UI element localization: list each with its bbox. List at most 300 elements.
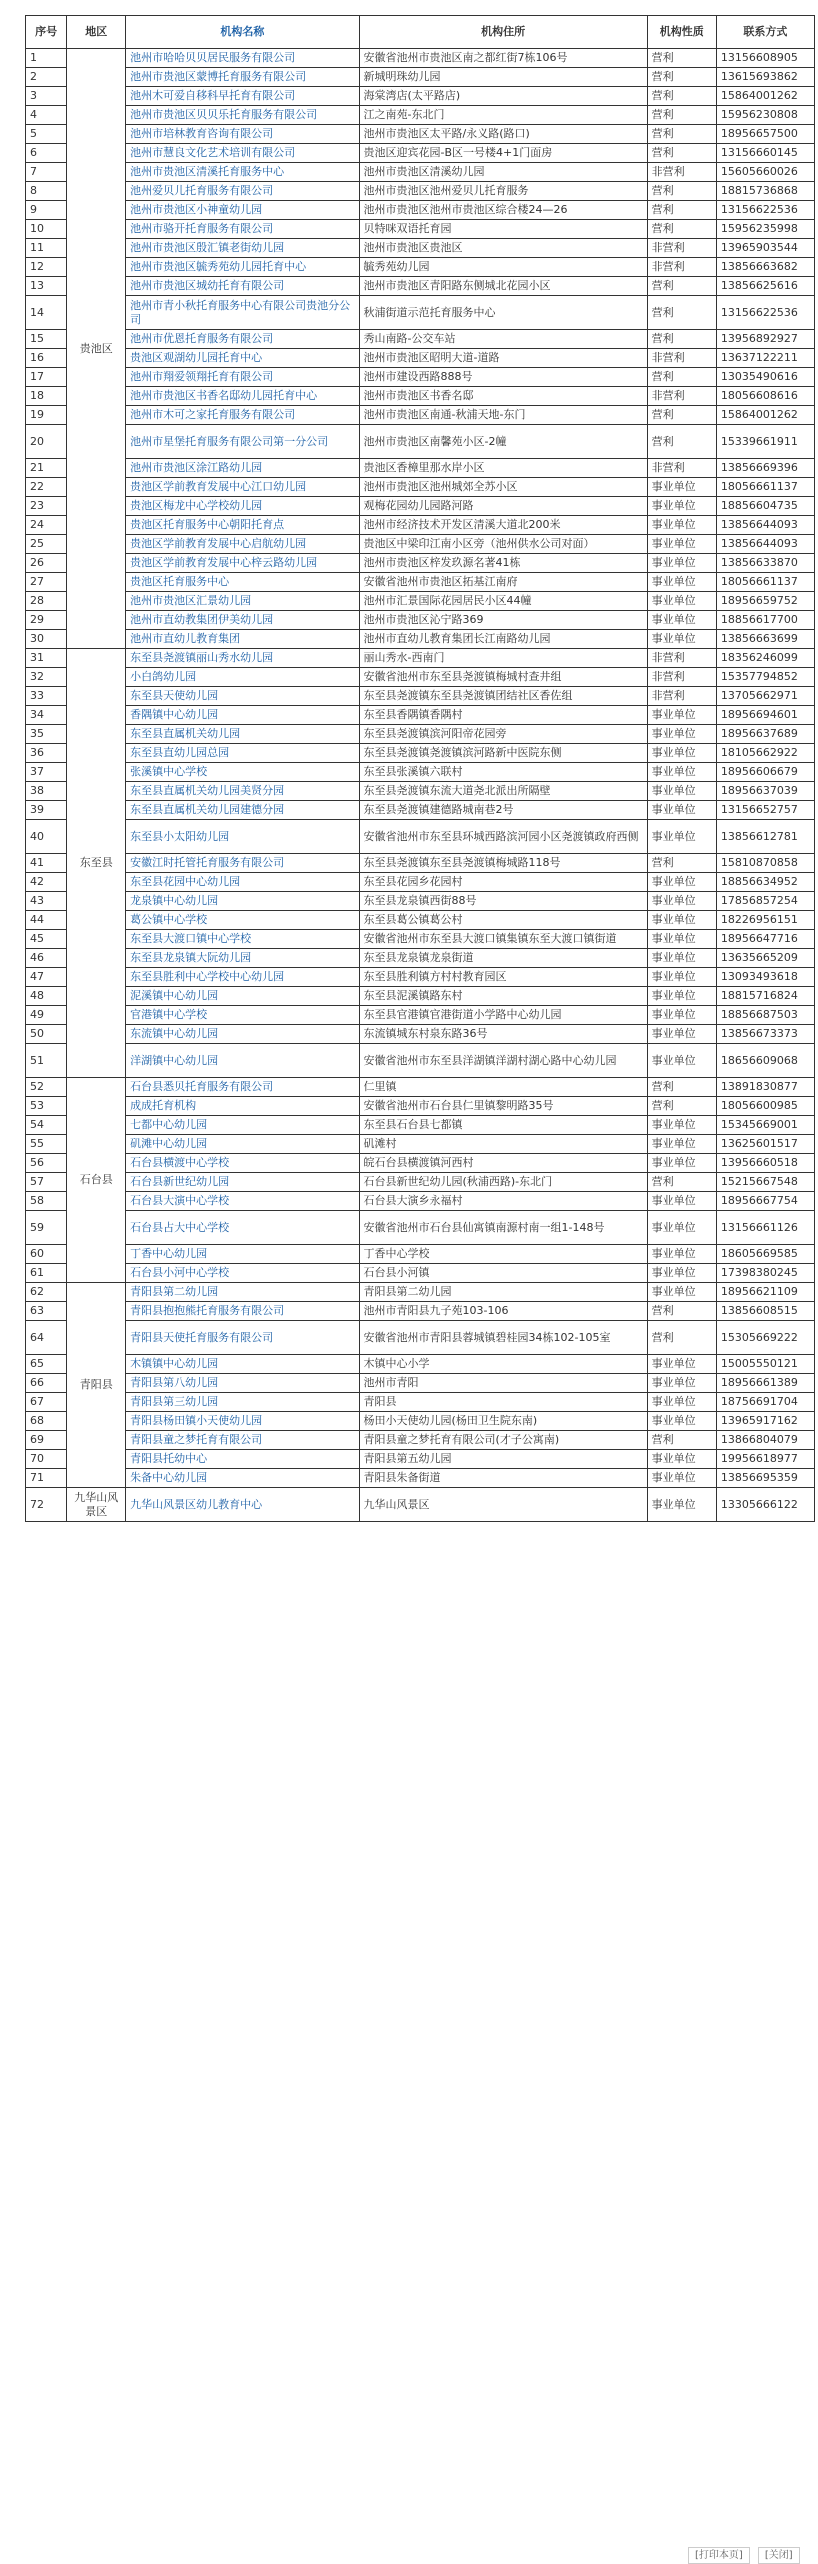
table-row [26, 1078, 815, 1097]
cell-address: 仁里镇 [359, 1078, 647, 1097]
cell-type: 事业单位 [647, 1192, 716, 1211]
cell-address: 东至县龙泉镇龙泉街道 [359, 949, 647, 968]
cell-address: 池州市贵池区池州爱贝儿托育服务 [359, 182, 647, 201]
cell-tel: 13866804079 [716, 1431, 814, 1450]
cell-address: 皖石台县横渡镇河西村 [359, 1154, 647, 1173]
cell-tel: 18056661137 [716, 478, 814, 497]
table-row [26, 573, 815, 592]
cell-type: 事业单位 [647, 873, 716, 892]
cell-address: 池州市贵池区梓发玖源名著41栋 [359, 554, 647, 573]
table-row [26, 1264, 815, 1283]
cell-tel: 13856663699 [716, 630, 814, 649]
cell-address: 池州市贵池区南馨苑小区-2幢 [359, 425, 647, 459]
cell-area: 东至县 [67, 649, 126, 1078]
cell-type: 事业单位 [647, 497, 716, 516]
cell-address: 东至县花园乡花园村 [359, 873, 647, 892]
cell-name: 池州爱贝儿托育服务有限公司 [126, 182, 359, 201]
cell-type: 营利 [647, 1321, 716, 1355]
cell-no: 65 [26, 1355, 67, 1374]
cell-area: 九华山风景区 [67, 1488, 126, 1522]
table-row [26, 239, 815, 258]
cell-tel: 13035490616 [716, 368, 814, 387]
cell-name: 青阳县抱抱熊托育服务有限公司 [126, 1302, 359, 1321]
cell-no: 69 [26, 1431, 67, 1450]
cell-type: 事业单位 [647, 573, 716, 592]
cell-no: 72 [26, 1488, 67, 1522]
cell-area: 贵池区 [67, 49, 126, 649]
header-area: 地区 [67, 16, 126, 49]
cell-no: 17 [26, 368, 67, 387]
table-row [26, 387, 815, 406]
cell-name: 池州市骆开托育服务有限公司 [126, 220, 359, 239]
cell-type: 事业单位 [647, 1116, 716, 1135]
cell-name: 池州市木可之家托育服务有限公司 [126, 406, 359, 425]
cell-tel: 18956621109 [716, 1283, 814, 1302]
cell-name: 龙泉镇中心幼儿园 [126, 892, 359, 911]
cell-address: 池州市青阳 [359, 1374, 647, 1393]
cell-no: 34 [26, 706, 67, 725]
cell-type: 事业单位 [647, 930, 716, 949]
table-row [26, 497, 815, 516]
cell-name: 池州市星堡托育服务有限公司第一分公司 [126, 425, 359, 459]
header-tel: 联系方式 [716, 16, 814, 49]
cell-address: 东至县泥溪镇路东村 [359, 987, 647, 1006]
cell-name: 石台县悉贝托育服务有限公司 [126, 1078, 359, 1097]
cell-address: 安徽省池州市贵池区南之都红街7栋106号 [359, 49, 647, 68]
cell-tel: 18815716824 [716, 987, 814, 1006]
table-row [26, 968, 815, 987]
table-row [26, 1192, 815, 1211]
table-row [26, 725, 815, 744]
cell-no: 15 [26, 330, 67, 349]
cell-tel: 13637122211 [716, 349, 814, 368]
cell-no: 35 [26, 725, 67, 744]
table-row [26, 1302, 815, 1321]
cell-type: 事业单位 [647, 1393, 716, 1412]
cell-no: 2 [26, 68, 67, 87]
cell-address: 安徽省池州市青阳县蓉城镇碧桂园34栋102-105室 [359, 1321, 647, 1355]
cell-address: 池州市贵池区贵池区 [359, 239, 647, 258]
cell-name: 东流镇中心幼儿园 [126, 1025, 359, 1044]
cell-name: 矶滩中心幼儿园 [126, 1135, 359, 1154]
cell-no: 19 [26, 406, 67, 425]
table-row [26, 144, 815, 163]
cell-type: 事业单位 [647, 1044, 716, 1078]
cell-tel: 13856644093 [716, 516, 814, 535]
cell-name: 东至县小太阳幼儿园 [126, 820, 359, 854]
cell-type: 营利 [647, 277, 716, 296]
cell-address: 池州市贵池区昭明大道-道路 [359, 349, 647, 368]
cell-no: 59 [26, 1211, 67, 1245]
table-row [26, 1355, 815, 1374]
cell-tel: 18605669585 [716, 1245, 814, 1264]
cell-tel: 19956618977 [716, 1450, 814, 1469]
cell-type: 营利 [647, 854, 716, 873]
cell-type: 事业单位 [647, 592, 716, 611]
cell-tel: 18656609068 [716, 1044, 814, 1078]
cell-address: 安徽省池州市东至县大渡口镇集镇东至大渡口镇街道 [359, 930, 647, 949]
cell-address: 东至县官港镇官港街道小学路中心幼儿园 [359, 1006, 647, 1025]
cell-type: 营利 [647, 106, 716, 125]
cell-type: 营利 [647, 182, 716, 201]
cell-address: 青阳县第五幼儿园 [359, 1450, 647, 1469]
cell-name: 东至县直属机关幼儿园美贤分园 [126, 782, 359, 801]
cell-address: 东至县葛公镇葛公村 [359, 911, 647, 930]
cell-tel: 13156661126 [716, 1211, 814, 1245]
cell-name: 石台县横渡中心学校 [126, 1154, 359, 1173]
table-row [26, 1374, 815, 1393]
cell-type: 营利 [647, 68, 716, 87]
table-row [26, 1116, 815, 1135]
table-row [26, 368, 815, 387]
cell-tel: 15956230808 [716, 106, 814, 125]
cell-name: 池州市直幼教集团伊美幼儿园 [126, 611, 359, 630]
table-row [26, 763, 815, 782]
cell-no: 52 [26, 1078, 67, 1097]
cell-address: 安徽省池州市东至县洋湖镇洋湖村湖心路中心幼儿园 [359, 1044, 647, 1078]
table-row [26, 459, 815, 478]
cell-address: 秋浦街道示范托育服务中心 [359, 296, 647, 330]
table-row [26, 87, 815, 106]
cell-tel: 18956637039 [716, 782, 814, 801]
cell-no: 20 [26, 425, 67, 459]
cell-type: 事业单位 [647, 1245, 716, 1264]
cell-name: 九华山风景区幼儿教育中心 [126, 1488, 359, 1522]
cell-name: 东至县花园中心幼儿园 [126, 873, 359, 892]
cell-name: 池州市贵池区汇景幼儿园 [126, 592, 359, 611]
cell-tel: 18956661389 [716, 1374, 814, 1393]
cell-tel: 13856608515 [716, 1302, 814, 1321]
table-row [26, 649, 815, 668]
cell-no: 49 [26, 1006, 67, 1025]
cell-no: 8 [26, 182, 67, 201]
cell-name: 青阳县第八幼儿园 [126, 1374, 359, 1393]
table-row [26, 930, 815, 949]
cell-name: 张溪镇中心学校 [126, 763, 359, 782]
cell-address: 贝特咪双语托育园 [359, 220, 647, 239]
cell-tel: 13856673373 [716, 1025, 814, 1044]
table-row [26, 425, 815, 459]
cell-name: 贵池区学前教育发展中心江口幼儿园 [126, 478, 359, 497]
cell-tel: 13625601517 [716, 1135, 814, 1154]
cell-tel: 18815736868 [716, 182, 814, 201]
cell-type: 营利 [647, 368, 716, 387]
cell-area: 石台县 [67, 1078, 126, 1283]
cell-no: 25 [26, 535, 67, 554]
cell-address: 东至县尧渡镇尧渡镇滨河路新中医院东侧 [359, 744, 647, 763]
cell-type: 事业单位 [647, 725, 716, 744]
table-row [26, 106, 815, 125]
table-row [26, 1044, 815, 1078]
table-row [26, 668, 815, 687]
cell-tel: 15810870858 [716, 854, 814, 873]
cell-no: 51 [26, 1044, 67, 1078]
cell-no: 5 [26, 125, 67, 144]
cell-tel: 13635665209 [716, 949, 814, 968]
cell-tel: 18956667754 [716, 1192, 814, 1211]
cell-tel: 13965917162 [716, 1412, 814, 1431]
cell-address: 东至县香隅镇香隅村 [359, 706, 647, 725]
table-row [26, 987, 815, 1006]
cell-address: 安徽省池州市石台县仙寓镇南源村南一组1-148号 [359, 1211, 647, 1245]
cell-type: 事业单位 [647, 1412, 716, 1431]
header-type: 机构性质 [647, 16, 716, 49]
cell-tel: 18956659752 [716, 592, 814, 611]
cell-type: 非营利 [647, 258, 716, 277]
cell-address: 池州市贵池区沁宁路369 [359, 611, 647, 630]
cell-name: 池州市直幼儿教育集团 [126, 630, 359, 649]
table-row [26, 1450, 815, 1469]
cell-no: 62 [26, 1283, 67, 1302]
cell-address: 木镇中心小学 [359, 1355, 647, 1374]
cell-no: 54 [26, 1116, 67, 1135]
cell-address: 东至县尧渡镇建德路城南巷2号 [359, 801, 647, 820]
cell-no: 42 [26, 873, 67, 892]
cell-address: 东至县尧渡镇东流大道尧北派出所隔壁 [359, 782, 647, 801]
header-name: 机构名称 [126, 16, 359, 49]
cell-no: 63 [26, 1302, 67, 1321]
cell-no: 21 [26, 459, 67, 478]
cell-name: 青阳县童之梦托育有限公司 [126, 1431, 359, 1450]
cell-tel: 13856669396 [716, 459, 814, 478]
cell-no: 71 [26, 1469, 67, 1488]
cell-no: 39 [26, 801, 67, 820]
cell-tel: 13891830877 [716, 1078, 814, 1097]
cell-tel: 13615693862 [716, 68, 814, 87]
table-row [26, 516, 815, 535]
table-row [26, 1006, 815, 1025]
cell-name: 池州木可爱自移科早托育有限公司 [126, 87, 359, 106]
cell-address: 池州市经济技术开发区清溪大道北200米 [359, 516, 647, 535]
cell-name: 贵池区托育服务中心朝阳托育点 [126, 516, 359, 535]
cell-type: 事业单位 [647, 968, 716, 987]
cell-address: 东至县张溪镇六联村 [359, 763, 647, 782]
cell-tel: 18956637689 [716, 725, 814, 744]
cell-address: 池州市汇景国际花园居民小区44幢 [359, 592, 647, 611]
cell-tel: 18956657500 [716, 125, 814, 144]
cell-type: 营利 [647, 87, 716, 106]
cell-name: 丁香中心幼儿园 [126, 1245, 359, 1264]
table-row [26, 892, 815, 911]
cell-address: 池州市直幼儿教育集团长江南路幼儿园 [359, 630, 647, 649]
cell-type: 非营利 [647, 687, 716, 706]
cell-address: 东至县石台县七都镇 [359, 1116, 647, 1135]
cell-name: 贵池区托育服务中心 [126, 573, 359, 592]
institution-table-wrap [25, 15, 815, 1522]
table-row [26, 854, 815, 873]
cell-type: 事业单位 [647, 630, 716, 649]
cell-tel: 13965903544 [716, 239, 814, 258]
cell-type: 事业单位 [647, 1469, 716, 1488]
cell-address: 石台县小河镇 [359, 1264, 647, 1283]
cell-type: 营利 [647, 1173, 716, 1192]
cell-type: 事业单位 [647, 782, 716, 801]
table-row [26, 1393, 815, 1412]
cell-address: 东至县尧渡镇东至县尧渡镇团结社区香佐组 [359, 687, 647, 706]
cell-type: 非营利 [647, 668, 716, 687]
cell-address: 青阳县朱备街道 [359, 1469, 647, 1488]
cell-no: 11 [26, 239, 67, 258]
cell-type: 营利 [647, 1302, 716, 1321]
cell-name: 贵池区学前教育发展中心梓云路幼儿园 [126, 554, 359, 573]
cell-no: 27 [26, 573, 67, 592]
cell-tel: 13705662971 [716, 687, 814, 706]
cell-no: 60 [26, 1245, 67, 1264]
cell-address: 贵池区迎宾花园-B区一号楼4+1门面房 [359, 144, 647, 163]
cell-type: 事业单位 [647, 1488, 716, 1522]
cell-tel: 17398380245 [716, 1264, 814, 1283]
cell-no: 67 [26, 1393, 67, 1412]
cell-no: 22 [26, 478, 67, 497]
cell-address: 石台县新世纪幼儿园(秋浦西路)-东北门 [359, 1173, 647, 1192]
table-row [26, 1135, 815, 1154]
table-header-row [26, 16, 815, 49]
cell-name: 安徽江时托管托育服务有限公司 [126, 854, 359, 873]
cell-no: 48 [26, 987, 67, 1006]
cell-address: 贵池区香樟里那水岸小区 [359, 459, 647, 478]
table-row [26, 478, 815, 497]
cell-type: 营利 [647, 330, 716, 349]
cell-type: 营利 [647, 144, 716, 163]
cell-no: 44 [26, 911, 67, 930]
cell-tel: 13156622536 [716, 201, 814, 220]
table-body [26, 49, 815, 1522]
cell-address: 池州市贵池区青阳路东侧城北花园小区 [359, 277, 647, 296]
cell-address: 安徽省池州市东至县尧渡镇梅城村查井组 [359, 668, 647, 687]
cell-name: 洋湖镇中心幼儿园 [126, 1044, 359, 1078]
cell-tel: 15215667548 [716, 1173, 814, 1192]
print-page-link[interactable]: [打印本页] [688, 2547, 750, 2564]
cell-name: 东至县直属机关幼儿园建德分园 [126, 801, 359, 820]
close-page-link[interactable]: [关闭] [758, 2547, 800, 2564]
cell-no: 43 [26, 892, 67, 911]
cell-name: 池州市贵池区毓秀苑幼儿园托育中心 [126, 258, 359, 277]
table-row [26, 1283, 815, 1302]
cell-name: 池州市贵池区城幼托育有限公司 [126, 277, 359, 296]
table-row [26, 630, 815, 649]
table-row [26, 220, 815, 239]
cell-name: 香隅镇中心幼儿园 [126, 706, 359, 725]
cell-type: 事业单位 [647, 1355, 716, 1374]
cell-address: 丽山秀水-西南门 [359, 649, 647, 668]
cell-name: 青阳县杨田镇小天使幼儿园 [126, 1412, 359, 1431]
cell-no: 64 [26, 1321, 67, 1355]
cell-name: 七都中心幼儿园 [126, 1116, 359, 1135]
cell-name: 石台县大演中心学校 [126, 1192, 359, 1211]
cell-name: 池州市贵池区书香名邸幼儿园托育中心 [126, 387, 359, 406]
cell-type: 事业单位 [647, 1025, 716, 1044]
cell-address: 安徽省池州市石台县仁里镇黎明路35号 [359, 1097, 647, 1116]
cell-tel: 18856634952 [716, 873, 814, 892]
table-row [26, 687, 815, 706]
cell-type: 事业单位 [647, 1283, 716, 1302]
cell-tel: 13956660518 [716, 1154, 814, 1173]
cell-address: 东至县龙泉镇西街88号 [359, 892, 647, 911]
table-row [26, 611, 815, 630]
cell-type: 营利 [647, 125, 716, 144]
cell-name: 成成托育机构 [126, 1097, 359, 1116]
table-row [26, 820, 815, 854]
cell-no: 58 [26, 1192, 67, 1211]
cell-tel: 18056608616 [716, 387, 814, 406]
cell-no: 33 [26, 687, 67, 706]
cell-tel: 15005550121 [716, 1355, 814, 1374]
cell-no: 36 [26, 744, 67, 763]
cell-name: 东至县直幼儿园总园 [126, 744, 359, 763]
cell-type: 营利 [647, 296, 716, 330]
cell-name: 葛公镇中心学校 [126, 911, 359, 930]
table-row [26, 1469, 815, 1488]
cell-tel: 15605660026 [716, 163, 814, 182]
cell-no: 10 [26, 220, 67, 239]
cell-tel: 15339661911 [716, 425, 814, 459]
cell-type: 事业单位 [647, 1211, 716, 1245]
cell-tel: 13856663682 [716, 258, 814, 277]
cell-type: 营利 [647, 1078, 716, 1097]
cell-type: 事业单位 [647, 1264, 716, 1283]
cell-type: 事业单位 [647, 1006, 716, 1025]
cell-address: 池州市贵池区池州市贵池区综合楼24—26 [359, 201, 647, 220]
cell-tel: 13093493618 [716, 968, 814, 987]
cell-address: 池州市贵池区池州城郊全苏小区 [359, 478, 647, 497]
cell-no: 18 [26, 387, 67, 406]
cell-type: 事业单位 [647, 478, 716, 497]
cell-no: 26 [26, 554, 67, 573]
cell-name: 池州市翔爱领翔托育有限公司 [126, 368, 359, 387]
cell-no: 1 [26, 49, 67, 68]
cell-no: 68 [26, 1412, 67, 1431]
cell-no: 28 [26, 592, 67, 611]
cell-tel: 18056661137 [716, 573, 814, 592]
table-row [26, 258, 815, 277]
table-row [26, 911, 815, 930]
cell-tel: 18756691704 [716, 1393, 814, 1412]
cell-tel: 13156608905 [716, 49, 814, 68]
cell-name: 东至县龙泉镇大阮幼儿园 [126, 949, 359, 968]
table-row [26, 1173, 815, 1192]
cell-address: 海棠湾店(太平路店) [359, 87, 647, 106]
cell-name: 池州市贵池区涂江路幼儿园 [126, 459, 359, 478]
cell-no: 46 [26, 949, 67, 968]
cell-no: 4 [26, 106, 67, 125]
cell-no: 37 [26, 763, 67, 782]
table-row [26, 1321, 815, 1355]
cell-type: 事业单位 [647, 892, 716, 911]
cell-tel: 15357794852 [716, 668, 814, 687]
cell-name: 青阳县托幼中心 [126, 1450, 359, 1469]
table-row [26, 1488, 815, 1522]
cell-no: 70 [26, 1450, 67, 1469]
cell-no: 56 [26, 1154, 67, 1173]
cell-address: 石台县大演乡永福村 [359, 1192, 647, 1211]
cell-tel: 13156652757 [716, 801, 814, 820]
cell-tel: 13856633870 [716, 554, 814, 573]
cell-type: 营利 [647, 425, 716, 459]
table-row [26, 1431, 815, 1450]
cell-tel: 13856612781 [716, 820, 814, 854]
table-row [26, 535, 815, 554]
cell-address: 池州市青阳县九子苑103-106 [359, 1302, 647, 1321]
cell-tel: 15864001262 [716, 406, 814, 425]
table-row [26, 125, 815, 144]
cell-type: 营利 [647, 220, 716, 239]
cell-type: 事业单位 [647, 535, 716, 554]
table-row [26, 201, 815, 220]
cell-area: 青阳县 [67, 1283, 126, 1488]
cell-no: 38 [26, 782, 67, 801]
cell-type: 事业单位 [647, 911, 716, 930]
cell-type: 营利 [647, 49, 716, 68]
